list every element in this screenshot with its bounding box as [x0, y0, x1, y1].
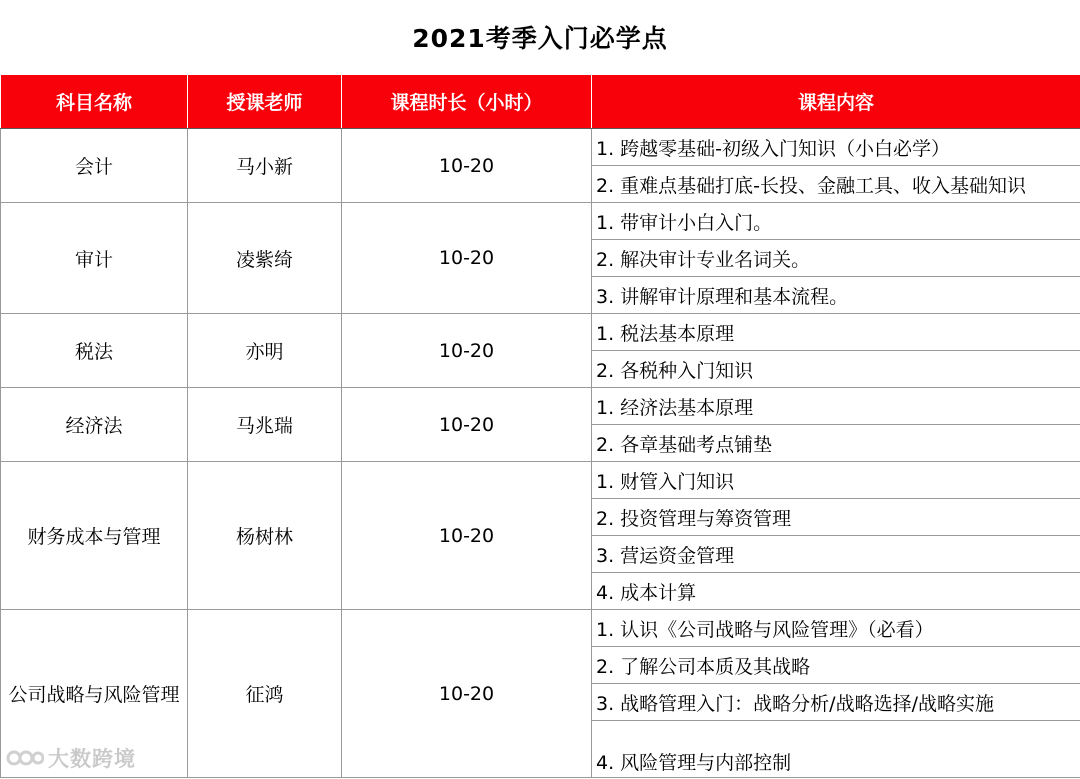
- content-item: 1. 认识《公司战略与风险管理》（必看）: [592, 610, 1080, 647]
- content-item: 3. 营运资金管理: [592, 536, 1080, 573]
- content-item: 1. 财管入门知识: [592, 462, 1080, 499]
- content-item: 2. 解决审计专业名词关。: [592, 240, 1080, 277]
- hours-cell: 10-20: [342, 388, 592, 462]
- table-row: [1, 610, 1080, 647]
- content-item: 4. 风险管理与内部控制: [592, 721, 1080, 778]
- teacher-cell: 马小新: [188, 129, 342, 203]
- table-row: [1, 388, 1080, 425]
- table-row: [1, 129, 1080, 166]
- header-content: 课程内容: [592, 75, 1080, 129]
- hours-cell: 10-20: [342, 203, 592, 314]
- teacher-cell: 征鸿: [188, 610, 342, 778]
- course-table: [0, 74, 1080, 778]
- content-item: 2. 各税种入门知识: [592, 351, 1080, 388]
- subject-cell: 会计: [1, 129, 188, 203]
- table-row: [1, 203, 1080, 240]
- content-item: 1. 经济法基本原理: [592, 388, 1080, 425]
- content-item: 1. 带审计小白入门。: [592, 203, 1080, 240]
- header-teacher: 授课老师: [188, 75, 342, 129]
- teacher-cell: 凌紫绮: [188, 203, 342, 314]
- subject-cell: 经济法: [1, 388, 188, 462]
- content-item: 2. 各章基础考点铺垫: [592, 425, 1080, 462]
- hours-cell: 10-20: [342, 462, 592, 610]
- content-item: 3. 战略管理入门：战略分析/战略选择/战略实施: [592, 684, 1080, 721]
- watermark: [6, 743, 136, 773]
- hours-cell: 10-20: [342, 314, 592, 388]
- page-title: 2021考季入门必学点: [412, 24, 668, 53]
- teacher-cell: 马兆瑞: [188, 388, 342, 462]
- teacher-cell: 亦明: [188, 314, 342, 388]
- content-item: 1. 跨越零基础-初级入门知识（小白必学）: [592, 129, 1080, 166]
- content-item: 2. 重难点基础打底-长投、金融工具、收入基础知识: [592, 166, 1080, 203]
- header-subject: 科目名称: [1, 75, 188, 129]
- content-item: 2. 投资管理与筹资管理: [592, 499, 1080, 536]
- watermark-logo-icon: [6, 745, 44, 771]
- subject-cell: 审计: [1, 203, 188, 314]
- subject-cell: 财务成本与管理: [1, 462, 188, 610]
- subject-cell: 税法: [1, 314, 188, 388]
- content-item: 3. 讲解审计原理和基本流程。: [592, 277, 1080, 314]
- subject-cell: 公司战略与风险管理: [1, 610, 188, 778]
- table-row: [1, 462, 1080, 499]
- content-item: 4. 成本计算: [592, 573, 1080, 610]
- teacher-cell: 杨树林: [188, 462, 342, 610]
- hours-cell: 10-20: [342, 610, 592, 778]
- watermark-text: 大数跨境: [48, 747, 136, 771]
- table-row: [1, 314, 1080, 351]
- header-row: [1, 75, 1080, 129]
- hours-cell: 10-20: [342, 129, 592, 203]
- content-item: 2. 了解公司本质及其战略: [592, 647, 1080, 684]
- header-hours: 课程时长（小时）: [342, 75, 592, 129]
- content-item: 1. 税法基本原理: [592, 314, 1080, 351]
